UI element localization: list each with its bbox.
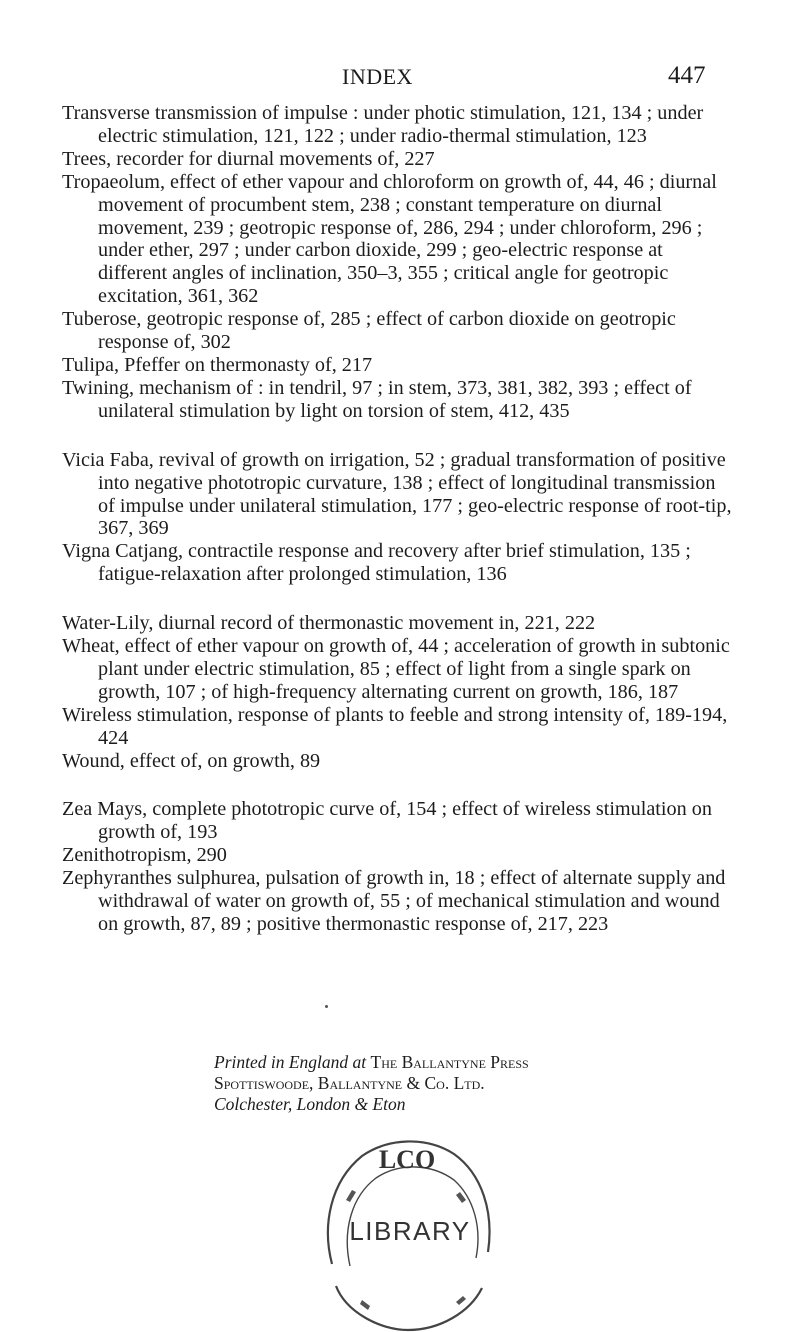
printer-imprint	[214, 1052, 614, 1115]
imprint-press-name: The Ballantyne Press	[370, 1052, 529, 1072]
index-group-w	[62, 612, 734, 772]
stamp-ornament	[456, 1192, 466, 1203]
index-entry: Transverse transmission of impulse : under photic stimulation, 121, 134 ; under electric stimulation, 121, 122 ; under radio-thermal stimulation, 123	[62, 102, 704, 147]
page-number: 447	[668, 62, 706, 89]
index-entry: Vicia Faba, revival of growth on irrigation, 52 ; gradual transformation of positive into negative phototropic curvature, 138 ; effect of longitudinal transmission of impulse under unilateral stimulation, 177 ; geo-electric response of root-tip, 367, 369	[62, 448, 732, 540]
index-body	[62, 102, 734, 962]
index-entry: Water-Lily, diurnal record of thermonastic movement in, 221, 222	[62, 612, 596, 635]
stamp-top-text: LCO	[378, 1145, 436, 1174]
index-entry: Tuberose, geotropic response of, 285 ; effect of carbon dioxide on geotropic response of, 302	[62, 308, 676, 354]
stamp-label: LIBRARY	[349, 1216, 471, 1246]
imprint-line-1	[214, 1052, 614, 1073]
index-entry: Twining, mechanism of : in tendril, 97 ; in stem, 373, 381, 382, 393 ; effect of unilateral stimulation by light on torsion of stem, 412, 435	[62, 376, 692, 422]
imprint-printed-in: Printed in England at	[214, 1052, 367, 1072]
index-entry: Wireless stimulation, response of plants to feeble and strong intensity of, 189-194, 424	[62, 703, 728, 749]
page-title: INDEX	[342, 64, 413, 89]
index-entry: Wound, effect of, on growth, 89	[62, 749, 321, 772]
stamp-lower-arc	[336, 1286, 482, 1330]
ink-speck	[325, 1005, 328, 1008]
imprint-line-2: Spottiswoode, Ballantyne & Co. Ltd.	[214, 1073, 485, 1093]
index-group-z	[62, 798, 734, 935]
index-entry: Zenithotropism, 290	[62, 844, 227, 867]
imprint-line-3: Colchester, London & Eton	[214, 1094, 406, 1114]
index-entry: Tropaeolum, effect of ether vapour and chloroform on growth of, 44, 46 ; diurnal movement of procumbent stem, 238 ; constant temperature on diurnal movement, 239 ; geotropic response of, 286, 294 ; under chloroform, 296 ; under ether, 297 ; under carbon dioxide, 299 ; geo-electric response at different angles of inclination, 350–3, 355 ; critical angle for geotropic excitation, 361, 362	[62, 170, 717, 308]
running-header	[0, 62, 800, 96]
library-stamp	[310, 1116, 504, 1332]
index-entry: Trees, recorder for diurnal movements of, 227	[62, 147, 435, 170]
index-entry: Tulipa, Pfeffer on thermonasty of, 217	[62, 353, 373, 376]
stamp-ornament	[346, 1190, 356, 1202]
stamp-ornament	[360, 1300, 370, 1310]
index-group-t	[62, 102, 734, 423]
index-entry: Zea Mays, complete phototropic curve of, 154 ; effect of wireless stimulation on growth of, 193	[62, 798, 712, 844]
index-entry: Vigna Catjang, contractile response and recovery after brief stimulation, 135 ; fatigue-relaxation after prolonged stimulation, 136	[62, 540, 691, 586]
stamp-ornament	[456, 1296, 466, 1305]
index-entry: Zephyranthes sulphurea, pulsation of growth in, 18 ; effect of alternate supply and withdrawal of water on growth of, 55 ; of mechanical stimulation and wound on growth, 87, 89 ; positive thermonastic response of, 217, 223	[62, 867, 726, 935]
index-entry: Wheat, effect of ether vapour on growth of, 44 ; acceleration of growth in subtonic plant under electric stimulation, 85 ; effect of light from a single spark on growth, 107 ; of high-frequency alternating current on growth, 186, 187	[62, 635, 730, 703]
index-group-v	[62, 449, 734, 586]
